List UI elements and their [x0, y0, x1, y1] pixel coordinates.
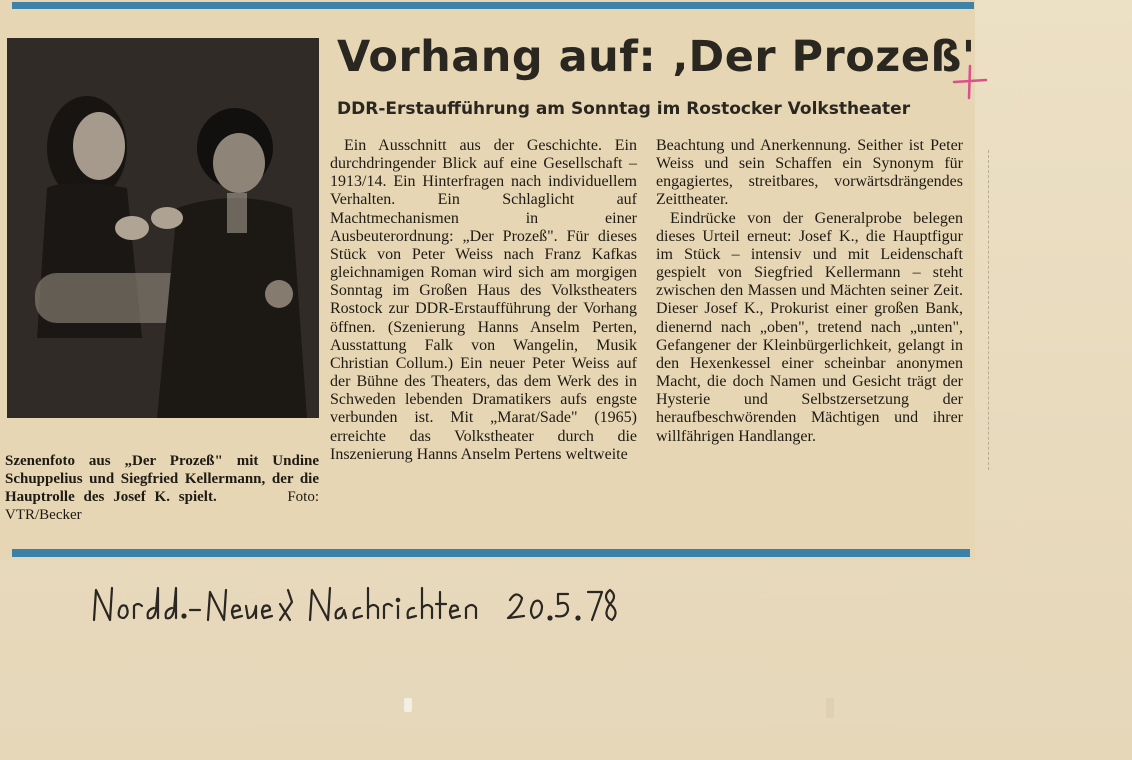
paper-smudge-mark [826, 698, 834, 718]
headline: Vorhang auf: ‚Der Prozeß' [337, 32, 976, 82]
bottom-rule [12, 549, 970, 557]
top-rule [12, 2, 974, 9]
photo-caption: Szenenfoto aus „Der Prozeß" mit Undine Schuppelius und Siegfried Kellermann, der die Hauptrolle des Josef K. spielt. [5, 453, 319, 505]
photo-caption-block [5, 452, 319, 524]
article-column-1 [330, 137, 637, 464]
column-2-paragraph-1: Beachtung und Anerkennung. Seither ist Peter Weiss und sein Schaffen ein Synonym für engagiertes, streitbares, vorwärtsdrängendes Zeittheater. [656, 137, 963, 209]
edge-dash [988, 150, 990, 470]
subheadline: DDR-Erstaufführung am Sonntag im Rostocker Volkstheater [337, 99, 911, 119]
column-1-paragraph: Ein Ausschnitt aus der Geschichte. Ein durchdringender Blick auf eine Gesellschaft – 1913/14. Ein Hinterfragen nach individuellem Verhalten. Ein Schlaglicht auf Machtmechanismen in einer Ausbeuterordnung: „Der Prozeß". Für dieses Stück von Peter Weiss nach Franz Kafkas gleichnamigen Roman wird sich am morgigen Sonntag im Großen Haus des Volkstheaters Rostock zur DDR-Erstaufführung der Vorhang öffnen. (Szenierung Hanns Anselm Perten, Ausstattung Falk von Wangelin, Musik Christian Collum.) Ein neuer Peter Weiss auf der Bühne des Theaters, das dem Werk des in Schweden lebenden Dramatikers aufs engste verbunden ist. Mit „Marat/Sade" (1965) erreichte das Volkstheater durch die Inszenierung Hanns Anselm Pertens weltweite [330, 137, 637, 463]
pink-plus-mark [952, 62, 988, 102]
article-column-2 [656, 137, 963, 446]
scene-photo [7, 38, 319, 418]
staple-hole-mark [404, 698, 412, 712]
photo-credit: Foto: VTR/Becker [5, 489, 320, 523]
column-2-paragraph-2: Eindrücke von der Generalprobe belegen dieses Urteil erneut: Josef K., die Hauptfigur im Stück – intensiv und mit Leidenschaft gespielt von Siegfried Kellermann – steht zwischen den Massen und Mächten seiner Zeit. Dieser Josef K., Prokurist einer großen Bank, dienernd nach „oben", tretend nach „unten", Gefangener der Kleinbürgerlichkeit, gelangt in den Hexenkessel einer scheinbar anonymen Macht, die doch Namen und Gesicht trägt der Hysterie und Selbstzersetzung der heraufbeschwörenden Mächtigen und ihrer willfährigen Handlanger. [656, 209, 963, 445]
handwritten-source-text: Nordd. Neueste Nachrichten 20.5.78 [90, 584, 109, 585]
handwritten-source-note [90, 582, 650, 632]
